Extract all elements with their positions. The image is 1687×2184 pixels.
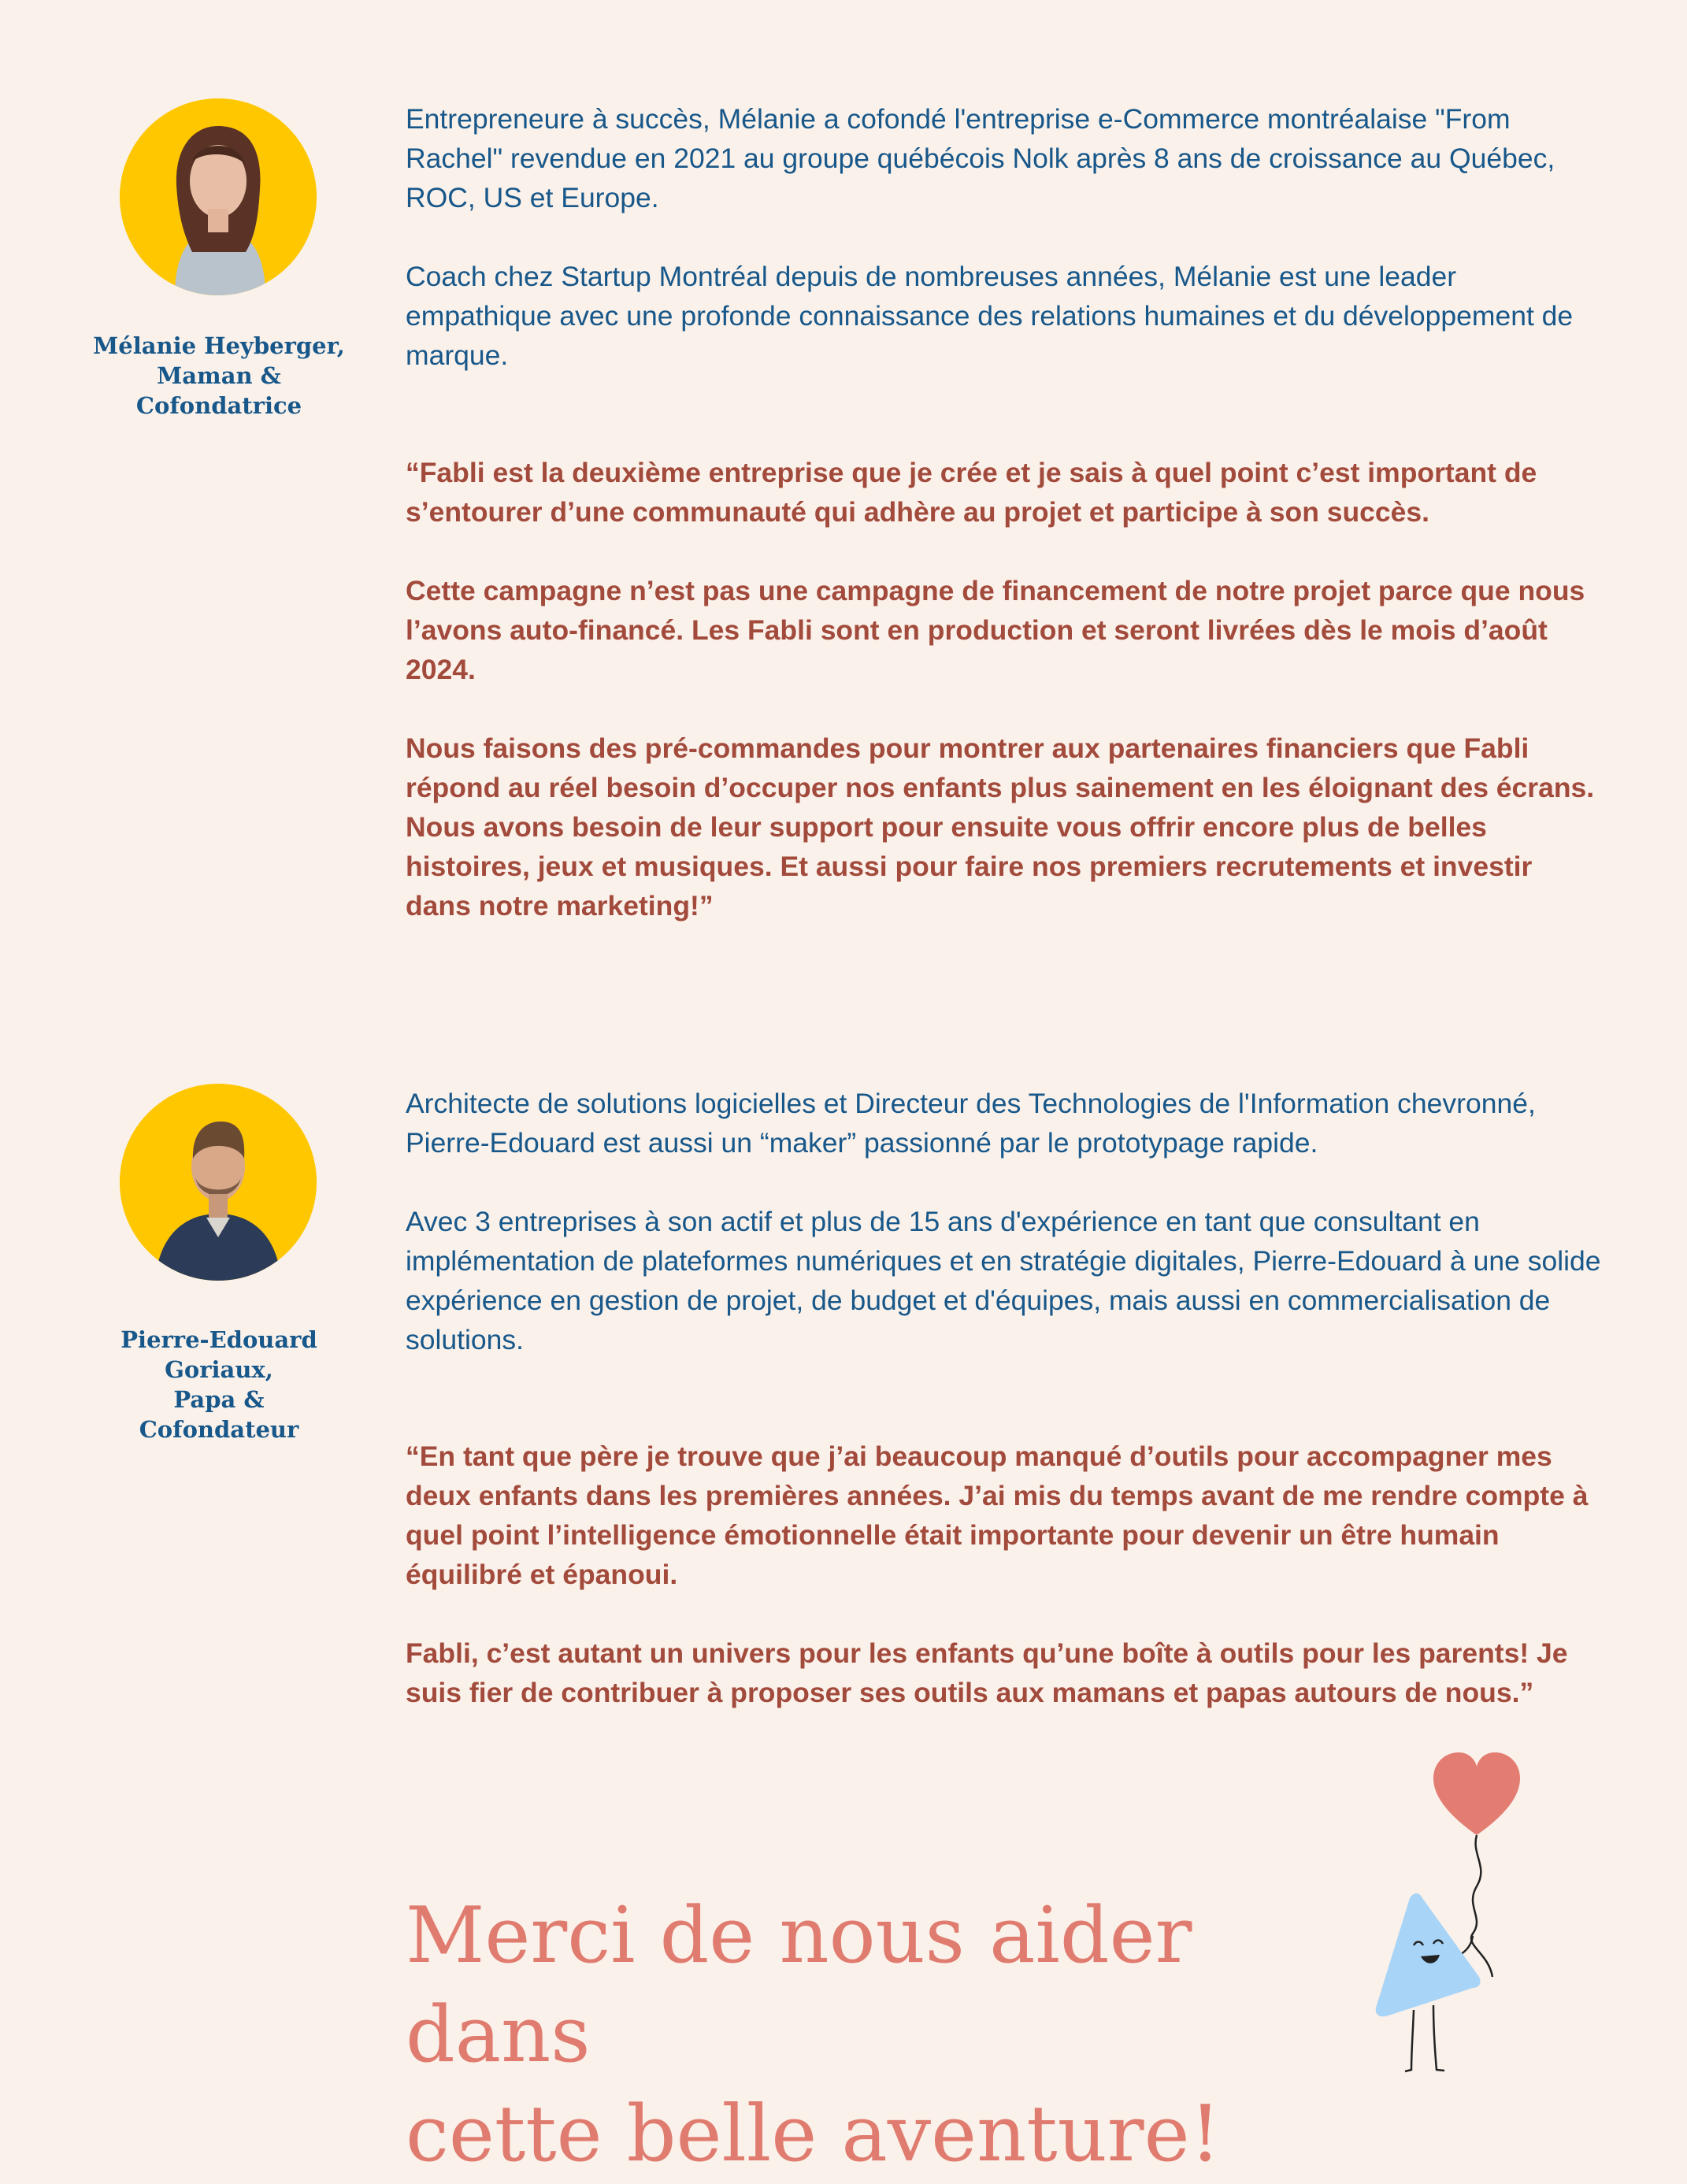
melanie-quote-paragraph-2: Cette campagne n’est pas une campagne de financement de notre projet parce que nous l’avons auto-financé. Les Fabli sont en production et seront livrées dès le mois d’août 2024. bbox=[406, 575, 1585, 685]
melanie-quote-paragraph-3: Nous faisons des pré-commandes pour montrer aux partenaires financiers que Fabli répond au réel besoin d’occuper nos enfants plus sainement en les éloignant des écrans. Nous avons besoin de leur support pour ensuite vous offrir encore plus de belles histoires, jeux et musiques. Et aussi pour faire nos premiers recrutements et investir dans notre marketing!” bbox=[406, 732, 1595, 921]
melanie-name-line-1: Mélanie Heyberger, bbox=[93, 332, 345, 359]
melanie-quote-paragraph-1: “Fabli est la deuxième entreprise que je crée et je sais à quel point c’est important de s’entourer d’une communauté qui adhère au projet et participe à son succès. bbox=[406, 457, 1537, 528]
melanie-name-line-3: Cofondatrice bbox=[135, 392, 302, 419]
pierre-edouard-bio-paragraph-1: Architecte de solutions logicielles et Directeur des Technologies de l'Information chevronné, Pierre-Edouard est aussi un “maker” passionné par le prototypage rapide. bbox=[406, 1088, 1536, 1159]
pierre-edouard-quote-paragraph-1: “En tant que père je trouve que j’ai beaucoup manqué d’outils pour accompagner mes deux enfants dans les premières années. J’ai mis du temps avant de me rendre compte à quel point l’intelligence émotionnelle était importante pour devenir un être humain équilibré et épanoui. bbox=[406, 1441, 1589, 1590]
triangle-mascot-with-heart-balloon-icon bbox=[1370, 1741, 1567, 2091]
closing-heading-line-1: Merci de nous aider dans bbox=[406, 1891, 1192, 2080]
melanie-bio-paragraph-1: Entrepreneure à succès, Mélanie a cofondé l'entreprise e-Commerce montréalaise "From Rachel" revendue en 2021 au groupe québécois Nolk après 8 ans de croissance au Québec, ROC, US et Europe. bbox=[406, 103, 1555, 213]
pierre-edouard-name-line-3: Papa & Cofondateur bbox=[139, 1386, 299, 1443]
melanie-bio-paragraph-2: Coach chez Startup Montréal depuis de nombreuses années, Mélanie est une leader empathique avec une profonde connaissance des relations humaines et du développement de marque. bbox=[406, 261, 1574, 371]
closing-heading bbox=[406, 1886, 1390, 2184]
pierre-edouard-name bbox=[93, 1325, 345, 1444]
pierre-edouard-quote-paragraph-2: Fabli, c’est autant un univers pour les enfants qu’une boîte à outils pour les parents! Je suis fier de contribuer à proposer ses outils aux mamans et papas autours de nous.” bbox=[406, 1637, 1568, 1708]
pierre-edouard-avatar bbox=[120, 1084, 317, 1281]
pierre-edouard-name-line-1: Pierre-Edouard bbox=[120, 1326, 317, 1353]
melanie-name-line-2: Maman & bbox=[157, 362, 281, 389]
pierre-edouard-bio-paragraph-2: Avec 3 entreprises à son actif et plus de 15 ans d'expérience en tant que consultant en implémentation de plateformes numériques et en stratégie digitales, Pierre-Edouard à une solide expérience en gestion de projet, de budget et d'équipes, mais aussi en commercialisation de solutions. bbox=[406, 1206, 1601, 1355]
melanie-name bbox=[93, 331, 345, 421]
pierre-edouard-name-line-2: Goriaux, bbox=[165, 1356, 273, 1383]
melanie-avatar bbox=[120, 98, 317, 295]
closing-heading-line-2: cette belle aventure! bbox=[406, 2089, 1221, 2179]
